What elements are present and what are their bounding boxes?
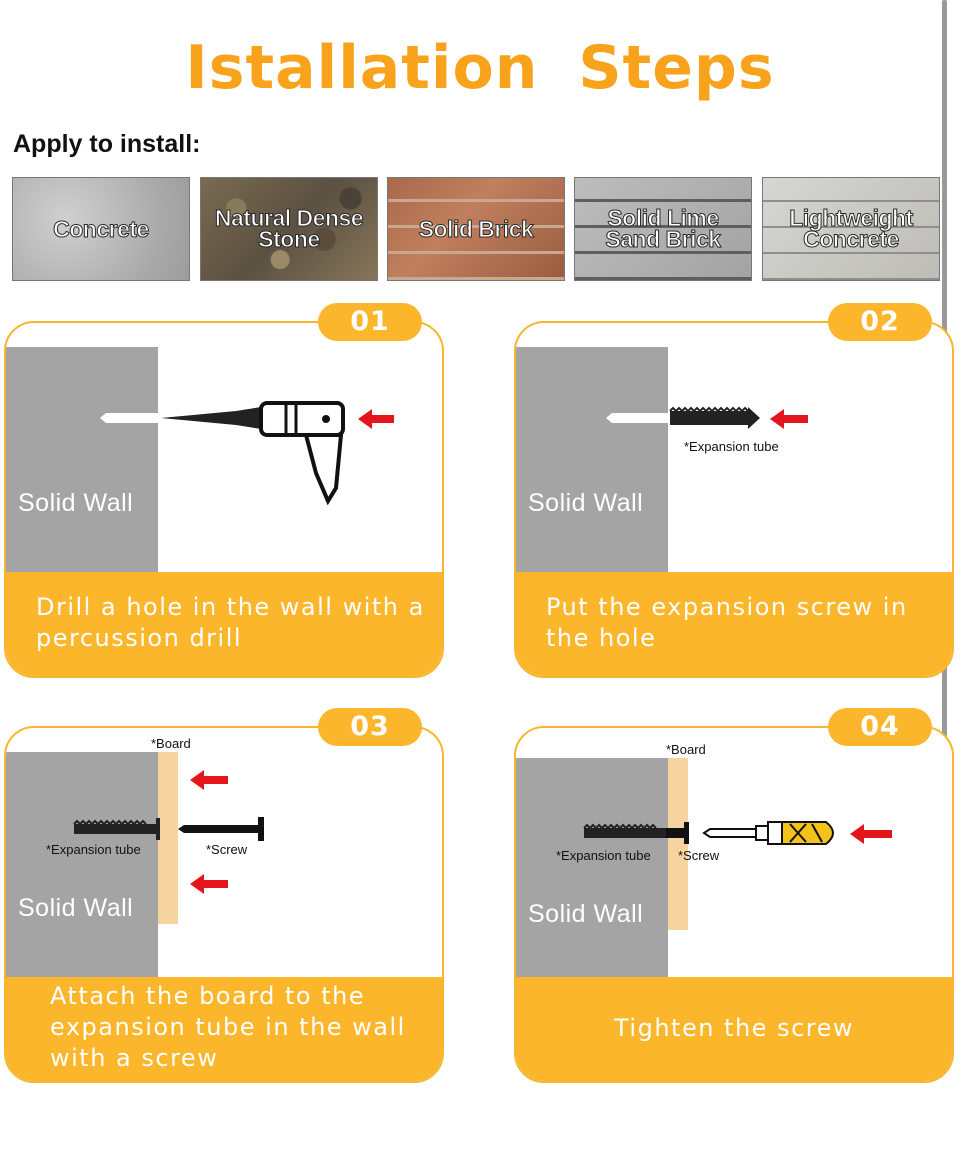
wall-label: Solid Wall [528,900,644,928]
wall-label: Solid Wall [528,489,644,517]
step-caption: Attach the board to the expansion tube in the wall with a screw [50,982,406,1072]
step-card-02 [514,303,954,678]
step-caption: Put the expansion screw in the hole [546,593,908,652]
screw-icon [666,828,684,838]
step-caption: Tighten the screw [614,1014,854,1042]
expansion-tube-icon [670,411,748,425]
red-arrow-icon [770,409,808,429]
step-frame [514,321,954,678]
wall-label: Solid Wall [18,489,134,517]
callout-screw: *Screw [206,842,248,857]
callout-expansion-tube: *Expansion tube [556,848,651,863]
callout-expansion-tube: *Expansion tube [46,842,141,857]
drill-illustration [6,323,444,603]
callout-board: *Board [151,736,191,751]
drilled-hole [606,413,668,423]
red-arrow-icon [190,874,228,894]
wall-label: Solid Wall [18,894,134,922]
red-arrow-icon [850,824,892,844]
step-caption: Drill a hole in the wall with a percussion drill [36,593,425,652]
material-label: Natural Dense Stone [214,205,364,252]
material-label: Solid Lime Sand Brick [605,205,721,252]
drill-body-icon [261,403,343,435]
red-arrow-icon [358,409,394,429]
material-label: Lightweight Concrete [789,205,913,252]
step-number-badge: 03 [318,708,422,746]
step-frame [4,321,444,678]
expansion-tube-icon [74,824,156,834]
screwdriver-shaft-icon [704,829,756,837]
screwdriver-handle-icon [782,822,833,844]
page-title: Istallation Steps [185,33,775,103]
apply-heading: Apply to install: [13,130,201,158]
material-tile-lime-sand-brick [574,177,752,281]
material-label: Solid Brick [418,215,534,242]
caption-band [516,572,952,676]
callout-board: *Board [666,742,706,757]
step-number-badge: 04 [828,708,932,746]
step-card-01 [4,303,444,678]
material-tile-solid-brick [387,177,565,281]
material-label: Concrete [53,215,149,242]
expansion-tube-icon [584,828,666,838]
expansion-screw-illustration [516,323,954,603]
material-tile-lightweight-concrete [762,177,940,281]
tighten-screw-illustration [516,728,954,1008]
step-number-badge: 02 [828,303,932,341]
step-card-04 [514,708,954,1083]
drill-handle-icon [306,435,341,501]
drill-hole [100,413,158,423]
attach-board-illustration [6,728,444,1008]
screw-icon [178,825,258,833]
caption-band [6,977,442,1081]
red-arrow-icon [190,770,228,790]
callout-screw: *Screw [678,848,720,863]
caption-band [6,572,442,676]
material-tile-natural-stone [200,177,378,281]
drill-bit-icon [161,407,261,429]
material-tile-concrete [12,177,190,281]
callout-expansion-tube: *Expansion tube [684,439,779,454]
step-number-badge: 01 [318,303,422,341]
step-card-03 [4,708,444,1083]
step-frame [514,726,954,1083]
step-frame [4,726,444,1083]
caption-band [516,977,952,1081]
